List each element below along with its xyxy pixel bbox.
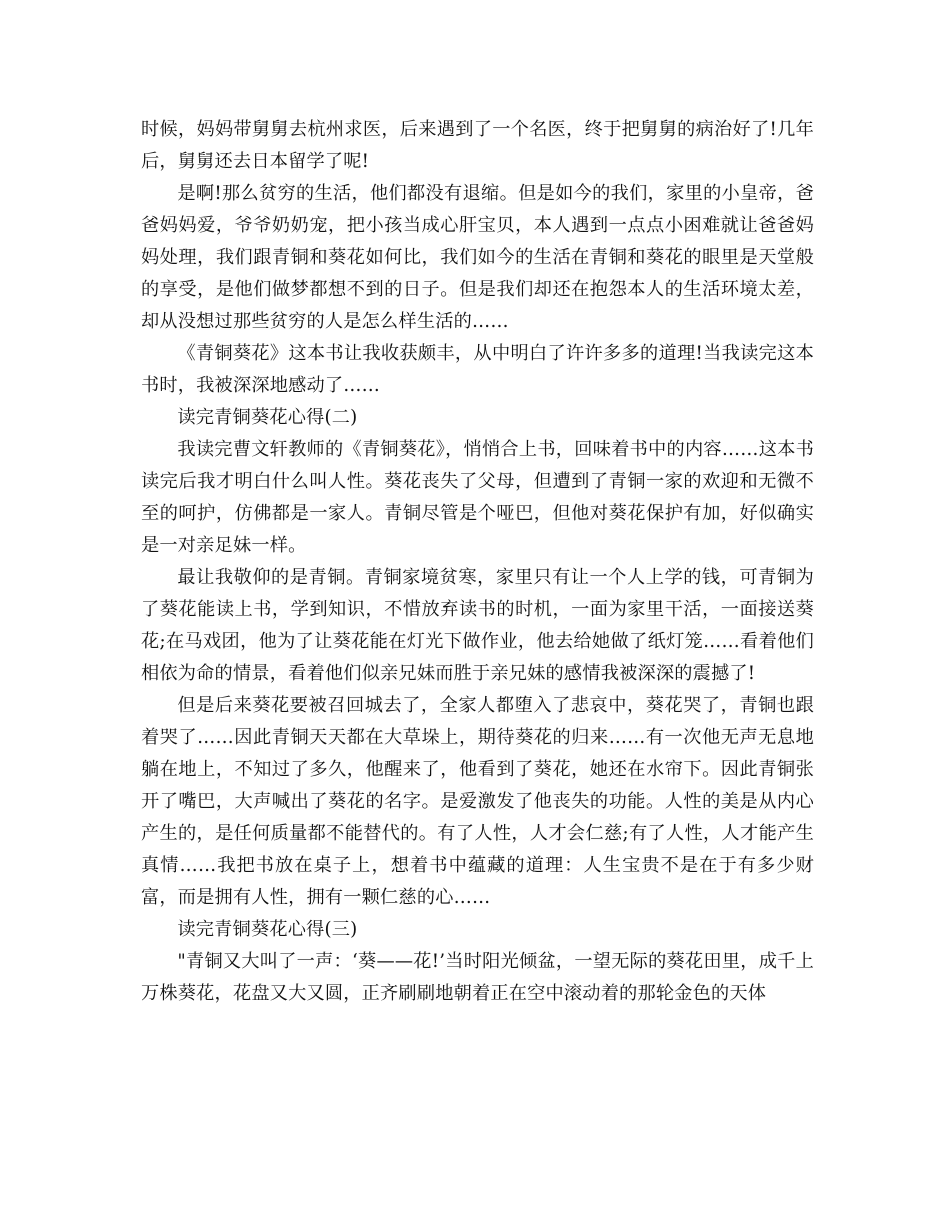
paragraph-continuation: 时候，妈妈带舅舅去杭州求医，后来遇到了一个名医，终于把舅舅的病治好了!几年后，舅舅还去日本留学了呢! (141, 119, 814, 172)
paragraph-reflection: 是啊!那么贫穷的生活，他们都没有退缩。但是如今的我们，家里的小皇帝，爸爸妈妈爱，爷爷奶奶宠，把小孩当成心肝宝贝，本人遇到一点点小困难就让爸爸妈妈处理，我们跟青铜和葵花如何比，我们如今的生活在青铜和葵花的眼里是天堂般的享受，是他们做梦都想不到的日子。但是我们却还在抱怨本人的生活环境太差，却从没想过那些贫穷的人是怎么样生活的…… (141, 183, 814, 332)
section-heading-three: 读完青铜葵花心得(三) (177, 919, 358, 940)
paragraph-section-two-ending: 但是后来葵花要被召回城去了，全家人都堕入了悲哀中，葵花哭了，青铜也跟着哭了……因此青铜天天都在大草垛上，期待葵花的归来……有一次他无声无息地躺在地上，不知过了多久，他醒来了，他看到了葵花，她还在水帘下。因此青铜张开了嘴巴，大声喊出了葵花的名字。是爱激发了他丧失的功能。人性的美是从内心产生的，是任何质量都不能替代的。有了人性，人才会仁慈;有了人性，人才能产生真情……我把书放在桌子上，想着书中蕴藏的道理：人生宝贵不是在于有多少财富，而是拥有人性，拥有一颗仁慈的心…… (141, 695, 814, 908)
paragraph-section-two-intro: 我读完曹文轩教师的《青铜葵花》，悄悄合上书，回味着书中的内容……这本书读完后我才明白什么叫人性。葵花丧失了父母，但遭到了青铜一家的欢迎和无微不至的呵护，仿佛都是一家人。青铜尽管是个哑巴，但他对葵花保护有加，好似确实是一对亲足妹一样。 (141, 439, 814, 556)
paragraph-conclusion: 《青铜葵花》这本书让我收获颇丰，从中明白了许许多多的道理!当我读完这本书时，我被深深地感动了…… (141, 343, 814, 396)
paragraph-section-three-intro: "青铜又大叫了一声：‘葵——花!’当时阳光倾盆，一望无际的葵花田里，成千上万株葵花，花盘又大又圆，正齐刷刷地朝着正在空中滚动着的那轮金色的天体 (141, 951, 814, 1004)
paragraph-section-two-admiration: 最让我敬仰的是青铜。青铜家境贫寒，家里只有让一个人上学的钱，可青铜为了葵花能读上书，学到知识，不惜放弃读书的时机，一面为家里干活，一面接送葵花;在马戏团，他为了让葵花能在灯光下做作业，他去给她做了纸灯笼……看着他们相依为命的情景，看着他们似亲兄妹而胜于亲兄妹的感情我被深深的震撼了! (141, 567, 814, 684)
section-heading-two: 读完青铜葵花心得(二) (177, 407, 358, 428)
